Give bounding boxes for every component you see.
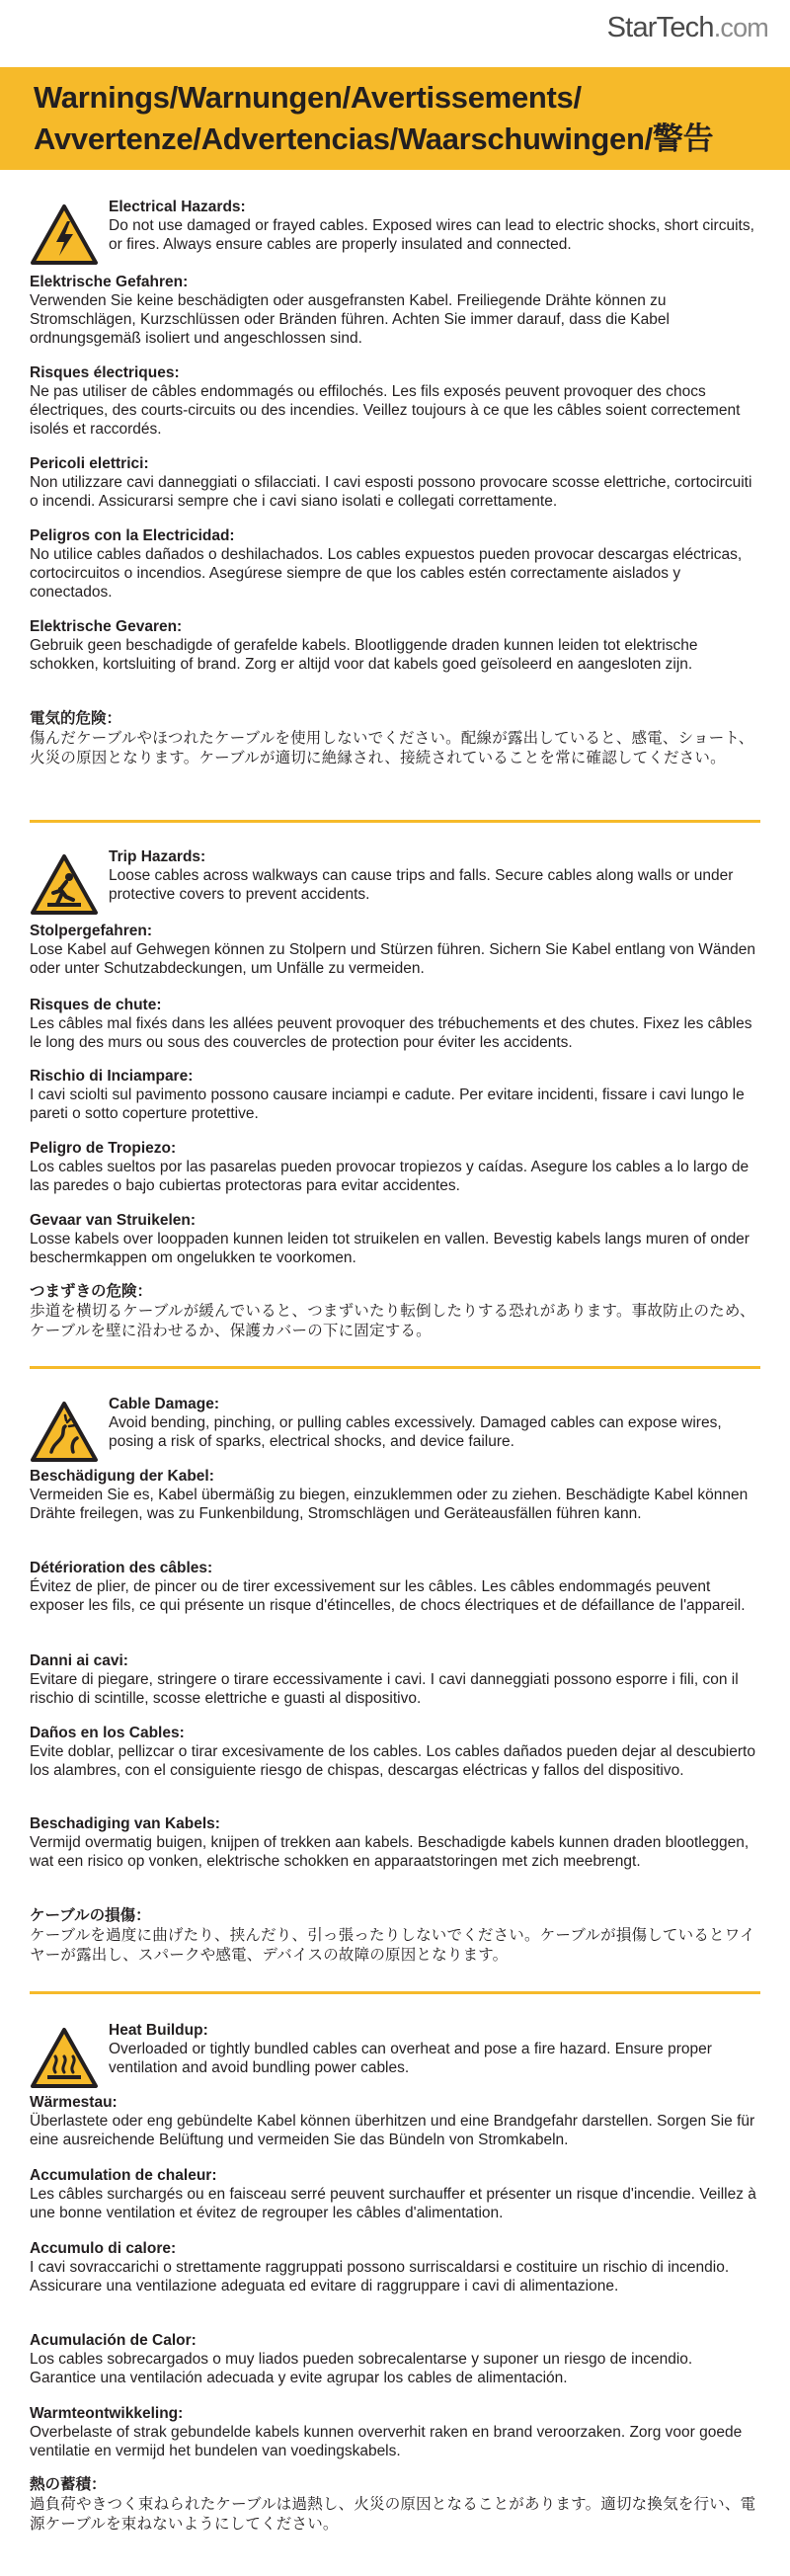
warning-heading: ケーブルの損傷： [30,1906,151,1924]
warning-text: Verwenden Sie keine beschädigten oder ausgefransten Kabel. Freiliegende Drähte können zu Stromschlägen, Kurzschlüssen oder Bränden führen. Achten Sie immer darauf, dass die Kabel ordnungsgemäß isoliert und angeschlossen sind. [30,292,670,347]
warning-heading: Risques de chute: [30,997,162,1013]
warning-item-de [30,273,760,348]
warning-text: No utilice cables dañados o deshilachados. Los cables expuestos pueden provocar descargas eléctricas, cortocircuitos o incendios. Asegúrese siempre de que los cables estén correctamente aislados y conectados. [30,546,743,601]
warning-text: Overbelaste of strak gebundelde kabels kunnen oververhit raken en brand veroorzaken. Zorg voor goede ventilatie en vermijd het bundelen van voedingskabels. [30,2424,743,2459]
warning-item-en [109,2021,760,2077]
warning-item-es [30,1724,760,1780]
electrical-hazard-icon [30,203,99,267]
warning-heading: Acumulación de Calor: [30,2332,197,2349]
warning-item-nl [30,617,760,674]
warning-heading: Cable Damage: [109,1396,219,1412]
warning-text: Lose Kabel auf Gehwegen können zu Stolpern und Stürzen führen. Sichern Sie Kabel entlang von Wänden oder unter Schutzabdeckungen, um Unfälle zu vermeiden. [30,941,756,977]
warning-item-en [109,847,760,904]
warning-item-es [30,526,760,602]
section-divider [30,820,760,823]
warning-item-nl [30,2404,760,2460]
warning-item-it [30,1067,760,1123]
warning-heading: Daños en los Cables: [30,1725,185,1741]
warning-heading: Pericoli elettrici: [30,455,149,472]
warning-item-ja [30,2475,760,2534]
warning-item-fr [30,1559,760,1615]
warning-text: Los cables sobrecargados o muy liados pueden sobrecalentarse y suponer un riesgo de incendio. Garantice una ventilación adecuada y evite agrupar los cables de alimentación. [30,2351,693,2386]
logo-suffix: .com [713,13,768,42]
warning-heading: Warmteontwikkeling: [30,2405,184,2422]
warning-heading: Risques électriques: [30,364,180,381]
warnings-banner [0,67,790,170]
logo-name: StarTech [606,12,714,43]
warning-heading: 電気的危険： [30,709,122,727]
banner-title-line1: Warnings/Warnungen/Avertissements/ [34,80,582,115]
warning-item-en [109,1395,760,1451]
warning-heading: Elektrische Gevaren: [30,618,183,635]
warning-item-nl [30,1211,760,1267]
warning-heading: Beschadiging van Kabels: [30,1815,220,1832]
warning-text: Vermeiden Sie es, Kabel übermäßig zu biegen, einzuklemmen oder zu ziehen. Beschädigte Kabel können Drähte freilegen, was zu Funkenbildung, Stromschlägen und Geräteausfällen führen kann. [30,1487,749,1522]
warning-text: 歩道を横切るケーブルが緩んでいると、つまずいたり転倒したりする恐れがあります。事故防止のため、ケーブルを壁に沿わせるか、保護カバーの下に固定する。 [30,1302,755,1339]
warning-heading: Beschädigung der Kabel: [30,1468,214,1485]
warning-text: Do not use damaged or frayed cables. Exposed wires can lead to electric shocks, short circuits, or fires. Always ensure cables are properly insulated and connected. [109,217,754,253]
warning-item-fr [30,996,760,1052]
warning-heading: Elektrische Gefahren: [30,274,189,290]
warning-text: Losse kabels over looppaden kunnen leiden tot struikelen en vallen. Bevestig kabels langs muren of onder beschermkappen om ongelukken te voorkomen. [30,1231,750,1266]
warning-item-en [109,198,760,254]
warning-text: Non utilizzare cavi danneggiati o sfilacciati. I cavi esposti possono provocare scosse elettriche, cortocircuiti o incendi. Assicurarsi sempre che i cavi siano isolati e collegati correttamente. [30,474,752,510]
warning-item-de [30,922,760,978]
banner-title [0,67,790,160]
warning-text: Loose cables across walkways can cause trips and falls. Secure cables along walls or under protective covers to prevent accidents. [109,867,734,903]
warning-item-it [30,1651,760,1708]
section-divider [30,1991,760,1994]
warning-heading: Gevaar van Struikelen: [30,1212,196,1229]
warning-text: Gebruik geen beschadigde of gerafelde kabels. Blootliggende draden kunnen leiden tot elektrische schokken, kortsluiting of brand. Zorg er altijd voor dat kabels goed geïsoleerd en aangesloten zijn. [30,637,698,673]
warning-heading: Peligro de Tropiezo: [30,1140,177,1157]
warning-heading: Peligros con la Electricidad: [30,527,235,544]
warning-text: Les câbles mal fixés dans les allées peuvent provoquer des trébuchements et des chutes. Fixez les câbles le long des murs ou sous des couvercles de protection pour éviter les accidents. [30,1015,752,1051]
warning-heading: 熱の蓄積： [30,2475,107,2493]
section-divider [30,1366,760,1369]
warning-heading: Trip Hazards: [109,848,206,865]
warning-item-es [30,1139,760,1195]
warning-text: I cavi sovraccarichi o strettamente raggruppati possono surriscaldarsi e costituire un rischio di incendio. Assicurare una ventilazione adeguata ed evitare di raggruppare i cavi di alimentazione. [30,2259,730,2294]
warning-heading: Stolpergefahren: [30,923,153,939]
warning-item-ja [30,1906,760,1965]
warning-text: Evite doblar, pellizcar o tirar excesivamente de los cables. Los cables dañados pueden dejar al descubierto los alambres, con el consiguiente riesgo de chispas, descargas eléctricas y fallos del dispositivo. [30,1743,755,1779]
warning-text: Les câbles surchargés ou en faisceau serré peuvent surchauffer et présenter un risque d'incendie. Veillez à une bonne ventilation et évitez de regrouper les câbles d'alimentation. [30,2186,756,2221]
startech-logo [607,12,768,44]
heat-buildup-icon [30,2027,99,2090]
warning-text: Vermijd overmatig buigen, knijpen of trekken aan kabels. Beschadigde kabels kunnen draden blootleggen, wat een risico op vonken, elektrische schokken en apparaatstoringen met zich meebrengt. [30,1834,750,1870]
warning-item-ja [30,709,760,767]
warning-heading: つまずきの危険： [30,1282,153,1300]
warning-text: Overloaded or tightly bundled cables can overheat and pose a fire hazard. Ensure proper ventilation and avoid bundling power cables. [109,2041,712,2076]
banner-title-line2: Avvertenze/Advertencias/Waarschuwingen/警告 [34,121,714,156]
warning-text: Los cables sueltos por las pasarelas pueden provocar tropiezos y caídas. Asegure los cables a lo largo de las paredes o bajo cubiertas protectoras para evitar accidentes. [30,1159,750,1194]
warning-item-nl [30,1814,760,1871]
warning-heading: Détérioration des câbles: [30,1560,213,1576]
warning-heading: Wärmestau: [30,2094,118,2111]
warning-text: ケーブルを過度に曲げたり、挟んだり、引っ張ったりしないでください。ケーブルが損傷しているとワイヤーが露出し、スパークや感電、デバイスの故障の原因となります。 [30,1926,755,1964]
warning-text: 過負荷やきつく束ねられたケーブルは過熱し、火災の原因となることがあります。適切な換気を行い、電源ケーブルを束ねないようにしてください。 [30,2495,756,2533]
warning-text: I cavi sciolti sul pavimento possono causare inciampi e cadute. Per evitare incidenti, fissare i cavi lungo le pareti o sotto coperture protettive. [30,1087,745,1122]
warning-item-fr [30,2166,760,2222]
warning-heading: Accumulation de chaleur: [30,2167,217,2184]
warning-item-it [30,454,760,511]
warning-item-ja [30,1282,760,1340]
warning-heading: Electrical Hazards: [109,199,246,215]
warning-text: Evitare di piegare, stringere o tirare eccessivamente i cavi. I cavi danneggiati possono esporre i fili, con il rischio di scintille, scosse elettriche e guasti al dispositivo. [30,1671,739,1707]
warning-text: Überlastete oder eng gebündelte Kabel können überhitzen und eine Brandgefahr darstellen. Sorgen Sie für eine ausreichende Belüftung und vermeiden Sie das Bündeln von Stromkabeln. [30,2113,755,2148]
warning-item-it [30,2239,760,2295]
warning-item-de [30,2093,760,2149]
warning-item-de [30,1467,760,1523]
warning-heading: Rischio di Inciampare: [30,1068,194,1085]
warning-item-fr [30,363,760,439]
warning-item-es [30,2331,760,2387]
warning-heading: Accumulo di calore: [30,2240,177,2257]
warning-text: Évitez de plier, de pincer ou de tirer excessivement sur les câbles. Les câbles endommagés peuvent exposer les fils, ce qui présente un risque d'étincelles, de chocs électriques et de défaillance de l'appareil. [30,1578,746,1614]
warning-text: Ne pas utiliser de câbles endommagés ou effilochés. Les fils exposés peuvent provoquer des chocs électriques, des courts-circuits ou des incendies. Veillez toujours à ce que les câbles soient correctement isolés et raccordés. [30,383,741,438]
cable-damage-icon [30,1401,99,1464]
warning-text: Avoid bending, pinching, or pulling cables excessively. Damaged cables can expose wires, posing a risk of sparks, electrical shocks, and device failure. [109,1414,722,1450]
warning-heading: Heat Buildup: [109,2022,208,2039]
warning-text: 傷んだケーブルやほつれたケーブルを使用しないでください。配線が露出していると、感電、ショート、火災の原因となります。ケーブルが適切に絶縁され、接続されていることを常に確認してください。 [30,729,754,766]
trip-hazard-icon [30,853,99,917]
warning-heading: Danni ai cavi: [30,1652,128,1669]
